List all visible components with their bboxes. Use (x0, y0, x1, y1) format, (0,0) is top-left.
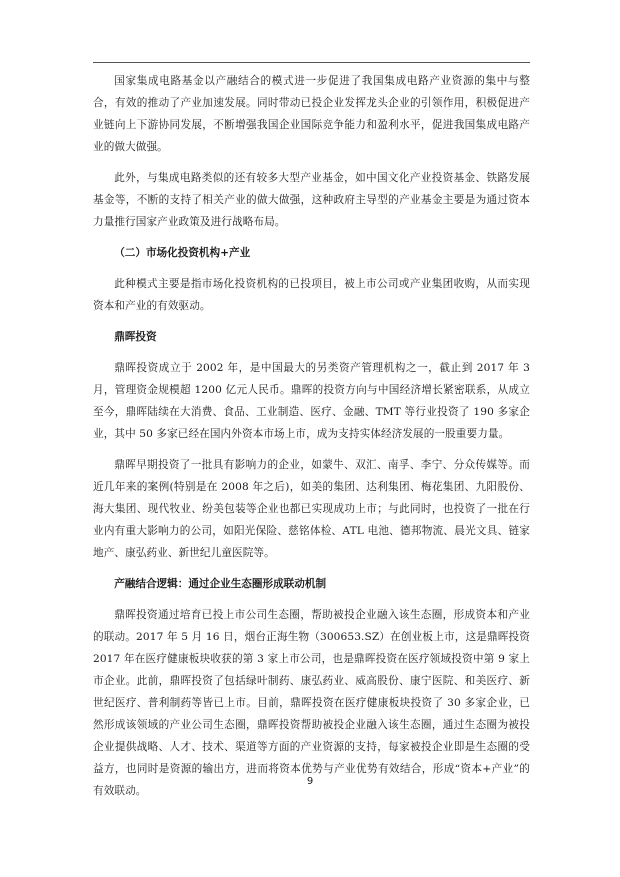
paragraph-cdh-intro: 鼎晖投资成立于 2002 年，是中国最大的另类资产管理机构之一，截止到 2017 年 3 月，管理资金规模超 1200 亿元人民币。鼎晖的投资方向与中国经济增长紧密联系，从成立至今，鼎晖陆续在大消费、食品、工业制造、医疗、金融、TMT 等行业投资了 190 多家企业，其中 50 多家已经在国内外资本市场上市，成为支持实体经济发展的一股重要力量。 (93, 362, 530, 440)
header-rule (93, 62, 530, 63)
paragraph-ic-fund: 国家集成电路基金以产融结合的模式进一步促进了我国集成电路产业资源的集中与整合，有效的推动了产业加速发展。同时带动已投企业发挥龙头企业的引领作用，积极促进产业链向上下游协同发展，不断增强我国企业国际竞争能力和盈利水平，促进我国集成电路产业的做大做强。 (93, 75, 530, 153)
paragraph-cdh-portfolio: 鼎晖早期投资了一批具有影响力的企业，如蒙牛、双汇、南孚、李宁、分众传媒等。而近几年来的案例(特别是在 2008 年之后)，如美的集团、达利集团、梅花集团、九阳股份、海大集团、现代牧业、纷美包装等企业也都已实现成功上市；与此同时，也投资了一批在行业内有重大影响力的公司，如阳光保险、慈铭体检、ATL 电池、德邦物流、晨光文具、链家地产、康弘药业、新世纪儿童医院等。 (93, 459, 530, 559)
paragraph-other-funds: 此外，与集成电路类似的还有较多大型产业基金，如中国文化产业投资基金、铁路发展基金等，不断的支持了相关产业的做大做强，这种政府主导型的产业基金主要是为通过资本力量推行国家产业政策及进行战略布局。 (93, 172, 530, 228)
page-number: 9 (306, 776, 314, 787)
subheading-cdh-investments: 鼎晖投资 (114, 331, 157, 343)
paragraph-ecosystem-detail: 鼎晖投资通过培育已投上市公司生态圈，帮助被投企业融入该生态圈，形成资本和产业的联动。2017 年 5 月 16 日，烟台正海生物（300653.SZ）在创业板上市，这是鼎晖投资 2017 年在医疗健康板块收获的第 3 家上市公司，也是鼎晖投资在医疗领域投资中第 9 家上市企业。此前，鼎晖投资了包括绿叶制药、康弘药业、威高股份、康宁医院、和美医疗、新世纪医疗、普利制药等皆已上市。目前，鼎晖投资在医疗健康板块投资了 30 多家企业，已然形成该领域的产业公司生态圈，鼎晖投资帮助被投企业融入该生态圈，通过生态圈为被投企业提供战略、人才、技术、渠道等方面的产业资源的支持，每家被投企业即是生态圈的受益方，也同时是资源的输出方，进而将资本优势与产业优势有效结合，形成“资本+产业”的有效联动。 (93, 609, 530, 797)
subheading-ecosystem-logic: 产融结合逻辑：通过企业生态圈形成联动机制 (114, 578, 327, 590)
paragraph-mode-description: 此种模式主要是指市场化投资机构的已投项目，被上市公司或产业集团收购，从而实现资本和产业的有效驱动。 (93, 278, 530, 312)
document-body (93, 70, 530, 811)
section-heading-market-investment: （二）市场化投资机构+产业 (114, 247, 251, 259)
